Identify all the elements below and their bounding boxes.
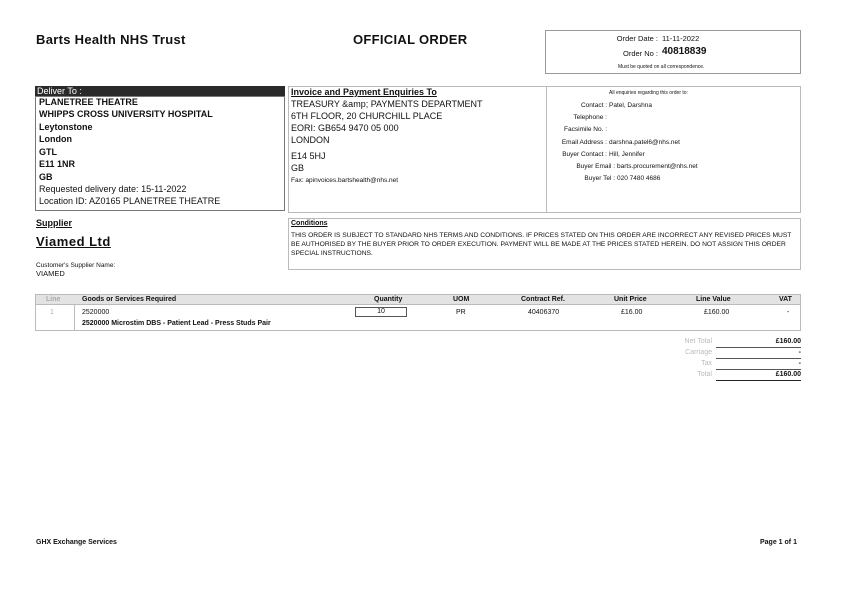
deliver-line-1: PLANETREE THEATRE: [39, 97, 138, 107]
buyer-tel-label: Buyer Tel :: [584, 175, 615, 182]
deliver-line-7: GB: [39, 172, 53, 182]
deliver-line-5: GTL: [39, 147, 57, 157]
th-line-value: Line Value: [696, 296, 731, 303]
supplier-heading: Supplier: [36, 218, 73, 228]
buyer-email-label: Buyer Email :: [576, 163, 615, 170]
facsimile-label: Facsimile No. :: [564, 126, 607, 133]
customer-supplier-value: VIAMED: [36, 269, 65, 278]
deliver-to-heading: Deliver To :: [35, 86, 285, 97]
th-quantity: Quantity: [374, 296, 403, 303]
invoice-line-6: GB: [291, 163, 305, 173]
contacts-heading: All enquiries regarding this order to:: [609, 90, 688, 96]
th-uom: UOM: [453, 296, 470, 303]
carriage-label: Carriage: [685, 349, 712, 356]
invoice-line-4: LONDON: [291, 135, 330, 145]
order-no-note: Must be quoted on all correspondence.: [618, 64, 705, 70]
net-total-label: Net Total: [684, 338, 712, 345]
conditions-heading: Conditions: [291, 220, 328, 227]
table-row: [35, 305, 801, 331]
th-contract-ref: Contract Ref.: [521, 296, 565, 303]
contact-label: Contact :: [580, 102, 607, 109]
net-total-value: £160.00: [716, 337, 801, 348]
th-line: Line: [46, 296, 61, 303]
invoice-line-5: E14 5HJ: [291, 151, 326, 161]
telephone-label: Telephone :: [573, 114, 607, 121]
row-line-number: 1: [50, 309, 54, 316]
row-quantity: 10: [355, 307, 407, 317]
email-value[interactable]: darshna.patel6@nhs.net: [609, 139, 680, 146]
email-label: Email Address :: [561, 139, 607, 146]
tax-label: Tax: [701, 360, 712, 367]
document-title: OFFICIAL ORDER: [353, 32, 468, 47]
deliver-to-box: [35, 96, 285, 211]
deliver-line-4: London: [39, 134, 72, 144]
contacts-box: [546, 86, 801, 213]
invoice-line-1: TREASURY &amp; PAYMENTS DEPARTMENT: [291, 99, 483, 109]
row-unit-price: £16.00: [621, 309, 643, 316]
row-contract-ref: 40406370: [528, 309, 560, 316]
buyer-email-value[interactable]: barts.procurement@nhs.net: [617, 163, 698, 170]
footer-left: GHX Exchange Services: [36, 539, 117, 546]
th-vat: VAT: [779, 296, 792, 303]
deliver-location-id: Location ID: AZ0165 PLANETREE THEATRE: [39, 196, 221, 206]
total-value: £160.00: [716, 370, 801, 381]
conditions-box: [288, 218, 801, 270]
buyer-contact-value: Hill, Jennifer: [609, 151, 645, 158]
row-code: 2520000: [82, 309, 110, 316]
supplier-name: Viamed Ltd: [36, 234, 111, 249]
invoice-line-3: EORI: GB654 9470 05 000: [291, 123, 399, 133]
customer-supplier-label: Customer's Supplier Name:: [36, 262, 116, 269]
order-date-label: Order Date :: [616, 34, 658, 43]
footer-page-number: Page 1 of 1: [760, 539, 797, 546]
invoice-fax: Fax: apinvoices.bartshealth@nhs.net: [291, 177, 399, 184]
deliver-requested-date: Requested delivery date: 15-11-2022: [39, 184, 187, 194]
order-no-value: 40818839: [662, 46, 707, 57]
th-unit-price: Unit Price: [614, 296, 647, 303]
order-info-box: [545, 30, 801, 74]
row-uom: PR: [456, 309, 466, 316]
carriage-value: -: [716, 348, 801, 359]
items-table-header: [35, 294, 801, 305]
deliver-line-3: Leytonstone: [39, 122, 93, 132]
row-vat: -: [787, 309, 790, 316]
invoice-line-2: 6TH FLOOR, 20 CHURCHILL PLACE: [291, 111, 443, 121]
invoice-box: [288, 86, 547, 213]
row-line-value: £160.00: [704, 309, 730, 316]
trust-name: Barts Health NHS Trust: [36, 32, 186, 47]
buyer-contact-label: Buyer Contact :: [562, 151, 607, 158]
conditions-text: THIS ORDER IS SUBJECT TO STANDARD NHS TERMS AND CONDITIONS. IF PRICES STATED ON THIS ORDER ARE INCORRECT ANY REVISED PRICES MUST BE AUTHORISED BY THE BUYER PRIOR TO ORDER EXECUTION. PAYMENT WILL BE MADE AT THE PRICES STATED HEREIN. DO NOT ASSIGN THIS ORDER SPECIAL INSTRUCTIONS.: [291, 232, 792, 257]
tax-value: -: [716, 359, 801, 370]
order-no-label: Order No :: [622, 49, 658, 58]
th-goods: Goods or Services Required: [82, 296, 177, 303]
contact-value: Patel, Darshna: [609, 102, 652, 109]
buyer-tel-value: 020 7480 4686: [617, 175, 661, 182]
row-description: 2520000 Microstim DBS - Patient Lead - Press Studs Pair: [82, 320, 271, 327]
deliver-line-2: WHIPPS CROSS UNIVERSITY HOSPITAL: [39, 109, 213, 119]
order-date-value: 11-11-2022: [662, 34, 700, 43]
deliver-line-6: E11 1NR: [39, 159, 76, 169]
total-label: Total: [697, 371, 712, 378]
invoice-heading: Invoice and Payment Enquiries To: [291, 87, 437, 97]
